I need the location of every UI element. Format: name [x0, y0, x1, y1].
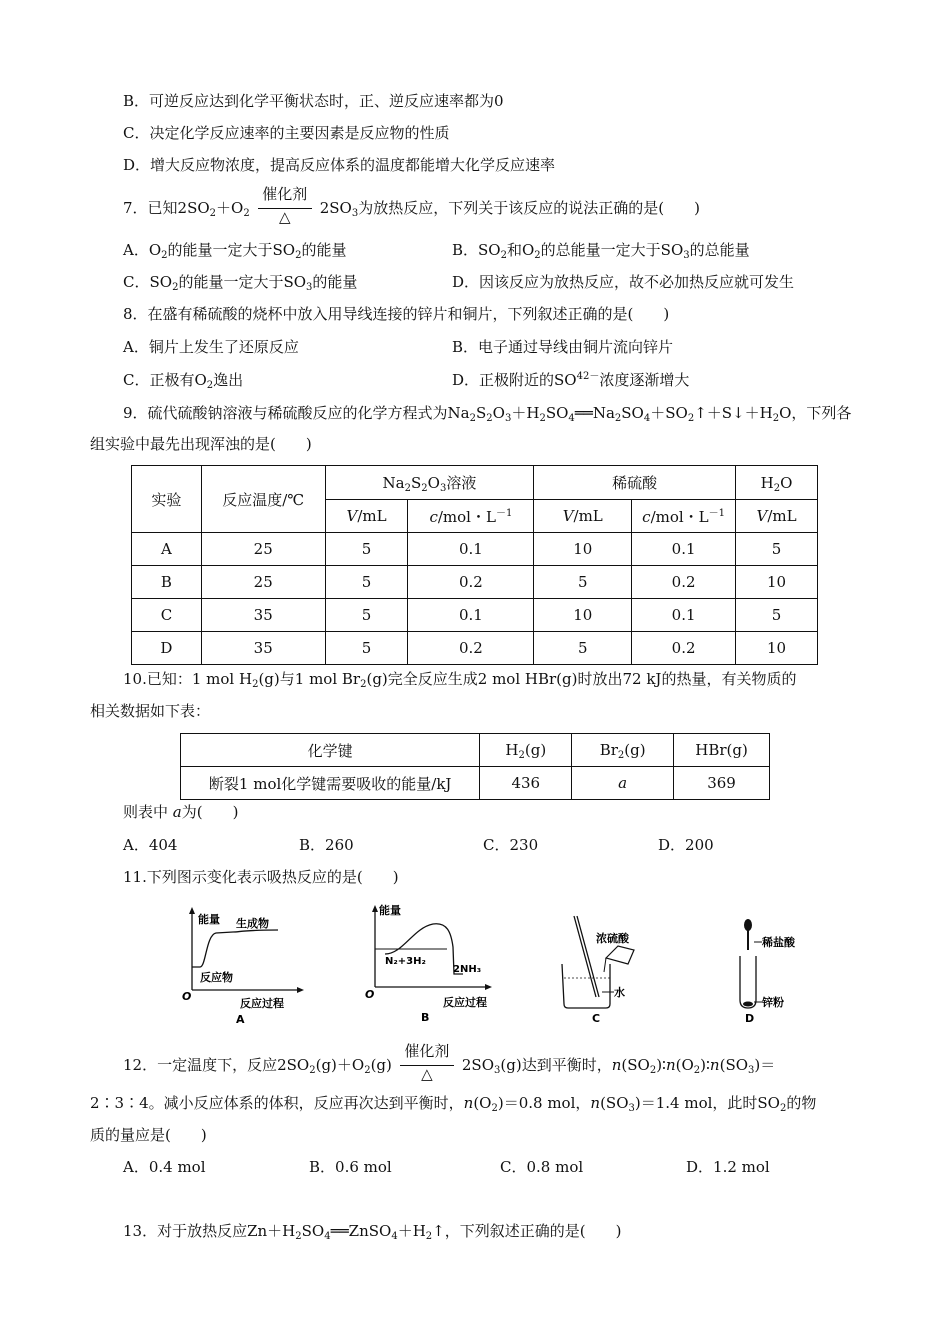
header-temperature: 反应温度/℃	[201, 466, 325, 533]
q11-stem: 11.下列图示变化表示吸热反应的是( )	[123, 868, 399, 886]
water-label: 水	[614, 986, 625, 999]
table-cell: 5	[534, 566, 632, 599]
table-cell: 10	[534, 533, 632, 566]
table-cell: 35	[201, 632, 325, 665]
q8-option-b: B．电子通过导线由铜片流向锌片	[452, 338, 674, 356]
q10-option-d: D．200	[658, 836, 714, 854]
q8-stem: 8．在盛有稀硫酸的烧杯中放入用导线连接的锌片和铜片，下列叙述正确的是( )	[123, 305, 670, 323]
figure-c-dilution-apparatus	[552, 912, 652, 1024]
subheader-volume: V/mL	[534, 500, 632, 533]
q9-stem: 9．硫代硫酸钠溶液与稀硫酸反应的化学方程式为$Na_2S_2O_3+H_2SO_4══Na_2SO_4+SO_2↑+S↓+H_2O$，下列各	[123, 404, 852, 424]
q9-stem-line2: 组实验中最先出现浑浊的是( )	[90, 435, 312, 453]
value-br2: a	[572, 767, 674, 800]
table-cell: 10	[736, 632, 818, 665]
table-cell: 10	[534, 599, 632, 632]
table-cell: 0.1	[632, 599, 736, 632]
q10-option-b: B．260	[299, 836, 354, 854]
table-cell: 5	[325, 566, 408, 599]
q8-option-a: A．铜片上发生了还原反应	[123, 338, 299, 356]
table-cell: 5	[325, 533, 408, 566]
table-cell: B	[132, 566, 202, 599]
subheader-volume: V/mL	[325, 500, 408, 533]
subheader-volume: V/mL	[736, 500, 818, 533]
table-cell: D	[132, 632, 202, 665]
table-cell: 0.2	[632, 566, 736, 599]
figure-label-a: A	[236, 1013, 245, 1025]
beaker	[562, 964, 610, 1008]
energy-curve	[192, 930, 278, 967]
table-cell: 5	[736, 599, 818, 632]
table-cell: 0.1	[408, 599, 534, 632]
acid-stream	[604, 958, 606, 972]
table-cell: A	[132, 533, 202, 566]
figure-label-d: D	[745, 1012, 755, 1024]
zinc-label: 锌粉	[762, 996, 784, 1009]
table-row	[132, 566, 818, 599]
q10-option-a: A．404	[123, 836, 178, 854]
row-label: 断裂1 mol化学键需要吸收的能量/kJ	[181, 767, 480, 800]
table-cell: 0.2	[408, 566, 534, 599]
product-label: 生成物	[236, 917, 269, 930]
value-hbr: 369	[674, 767, 770, 800]
test-tube	[740, 956, 756, 1008]
zinc-powder	[743, 1002, 753, 1007]
q6-option-c: C．决定化学反应速率的主要因素是反应物的性质	[123, 124, 450, 142]
table-cell: 0.2	[632, 632, 736, 665]
glass-rod	[574, 916, 596, 997]
table-row	[132, 533, 818, 566]
q8-option-d: D．正极附近的$SO^{42-}$浓度逐渐增大	[452, 371, 690, 389]
q10-stem-line2: 相关数据如下表：	[90, 702, 211, 720]
table-row	[132, 632, 818, 665]
q7-option-a: A．$O_2$的能量一定大于$SO_2$的能量	[123, 241, 347, 261]
value-h2: 436	[480, 767, 572, 800]
header-acid: 稀硫酸	[534, 466, 736, 500]
q12-option-a: A．0.4 mol	[123, 1158, 206, 1176]
table-row	[181, 767, 770, 800]
dropper-bulb	[744, 919, 752, 931]
acid-label: 稀盐酸	[762, 936, 795, 949]
table-cell: 0.1	[408, 533, 534, 566]
origin-label: O	[365, 988, 375, 1001]
q12-stem: 12．一定温度下，反应$2SO_2(g)+O_2(g)$ 催化剂 △ $2SO_3(g)$达到平衡时，$n(SO_2)∶n(O_2)∶n(SO_3)=$	[123, 1042, 776, 1083]
q10-option-c: C．230	[483, 836, 539, 854]
figure-a-energy-diagram	[178, 905, 308, 1025]
q7-stem: 7．已知$2SO_2+O_2$ 催化剂 △ $2SO_3$为放热反应，下列关于该反应的说法正确的是( )	[123, 185, 700, 226]
origin-label: O	[182, 990, 192, 1003]
reactant-label: 反应物	[200, 971, 233, 984]
table-cell: 35	[201, 599, 325, 632]
q7-option-d: D．因该反应为放热反应，故不必加热反应就可发生	[452, 273, 795, 291]
figure-d-test-tube	[728, 918, 818, 1024]
table-cell: 5	[736, 533, 818, 566]
y-axis-arrow	[189, 907, 195, 914]
q12-option-b: B．0.6 mol	[309, 1158, 392, 1176]
table-row	[132, 599, 818, 632]
table-cell: 0.1	[632, 533, 736, 566]
q10-bond-table	[180, 733, 770, 800]
table-cell: 5	[534, 632, 632, 665]
catalyst-arrow: 催化剂 △	[256, 197, 314, 219]
x-axis-arrow	[297, 987, 304, 993]
header-br2: $Br_2(g)$	[572, 734, 674, 767]
header-h2: $H_2(g)$	[480, 734, 572, 767]
product-label: 2NH₃	[453, 964, 482, 975]
table-cell: 0.2	[408, 632, 534, 665]
q7-option-c: C．$SO_2$的能量一定大于$SO_3$的能量	[123, 273, 358, 293]
table-cell: 25	[201, 566, 325, 599]
q7-option-b: B．$SO_2$和$O_2$的总能量一定大于$SO_3$的总能量	[452, 241, 750, 261]
acid-bottle	[606, 946, 634, 964]
figure-b-energy-diagram	[363, 902, 498, 1025]
axis-label-process: 反应过程	[240, 997, 284, 1010]
axis-label-energy: 能量	[198, 913, 220, 926]
header-water: $H_2O$	[736, 466, 818, 500]
subheader-concentration: c/mol・$L^{-1}$	[408, 500, 534, 533]
y-axis-arrow	[372, 905, 378, 912]
header-hbr: HBr(g)	[674, 734, 770, 767]
figure-label-c: C	[592, 1012, 601, 1024]
q12-option-d: D．1.2 mol	[686, 1158, 770, 1176]
table-cell: 5	[325, 599, 408, 632]
q10-stem: 10.已知：1 mol $H_2(g)$与1 mol $Br_2(g)$完全反应生成2 mol HBr(g)时放出72 kJ的热量，有关物质的	[123, 670, 797, 690]
acid-label: 浓硫酸	[596, 932, 629, 945]
x-axis-arrow	[485, 984, 492, 990]
axis-label-process: 反应过程	[443, 996, 487, 1009]
catalyst-arrow: 催化剂 △	[398, 1054, 456, 1076]
axis-label-energy: 能量	[379, 904, 401, 917]
q10-question: 则表中 a为( )	[123, 803, 239, 821]
header-bond: 化学键	[181, 734, 480, 767]
table-cell: C	[132, 599, 202, 632]
header-experiment: 实验	[132, 466, 202, 533]
q9-experiment-table	[131, 465, 818, 665]
q6-option-b: B．可逆反应达到化学平衡状态时，正、逆反应速率都为0	[123, 92, 504, 110]
q13-stem: 13．对于放热反应$Zn+H_2SO_4══ZnSO_4+H_2↑$，下列叙述正确的是( )	[123, 1222, 622, 1242]
glass-rod	[577, 916, 599, 997]
figure-label-b: B	[421, 1011, 430, 1024]
table-cell: 5	[325, 632, 408, 665]
subheader-concentration: c/mol・$L^{-1}$	[632, 500, 736, 533]
q8-option-c: C．正极有$O_2$逸出	[123, 371, 244, 391]
reactant-label: N₂+3H₂	[385, 956, 426, 967]
table-cell: 25	[201, 533, 325, 566]
q12-option-c: C．0.8 mol	[500, 1158, 584, 1176]
q6-option-d: D．增大反应物浓度，提高反应体系的温度都能增大化学反应速率	[123, 156, 556, 174]
q12-stem-line2: 2∶3∶4。减小反应体系的体积，反应再次达到平衡时，$n(O_2)=0.8$ mol，$n(SO_3)=1.4$ mol，此时$SO_2$的物	[90, 1094, 817, 1114]
header-na2s2o3: $Na_2S_2O_3$溶液	[325, 466, 534, 500]
q12-stem-line3: 质的量应是( )	[90, 1126, 207, 1144]
table-cell: 10	[736, 566, 818, 599]
